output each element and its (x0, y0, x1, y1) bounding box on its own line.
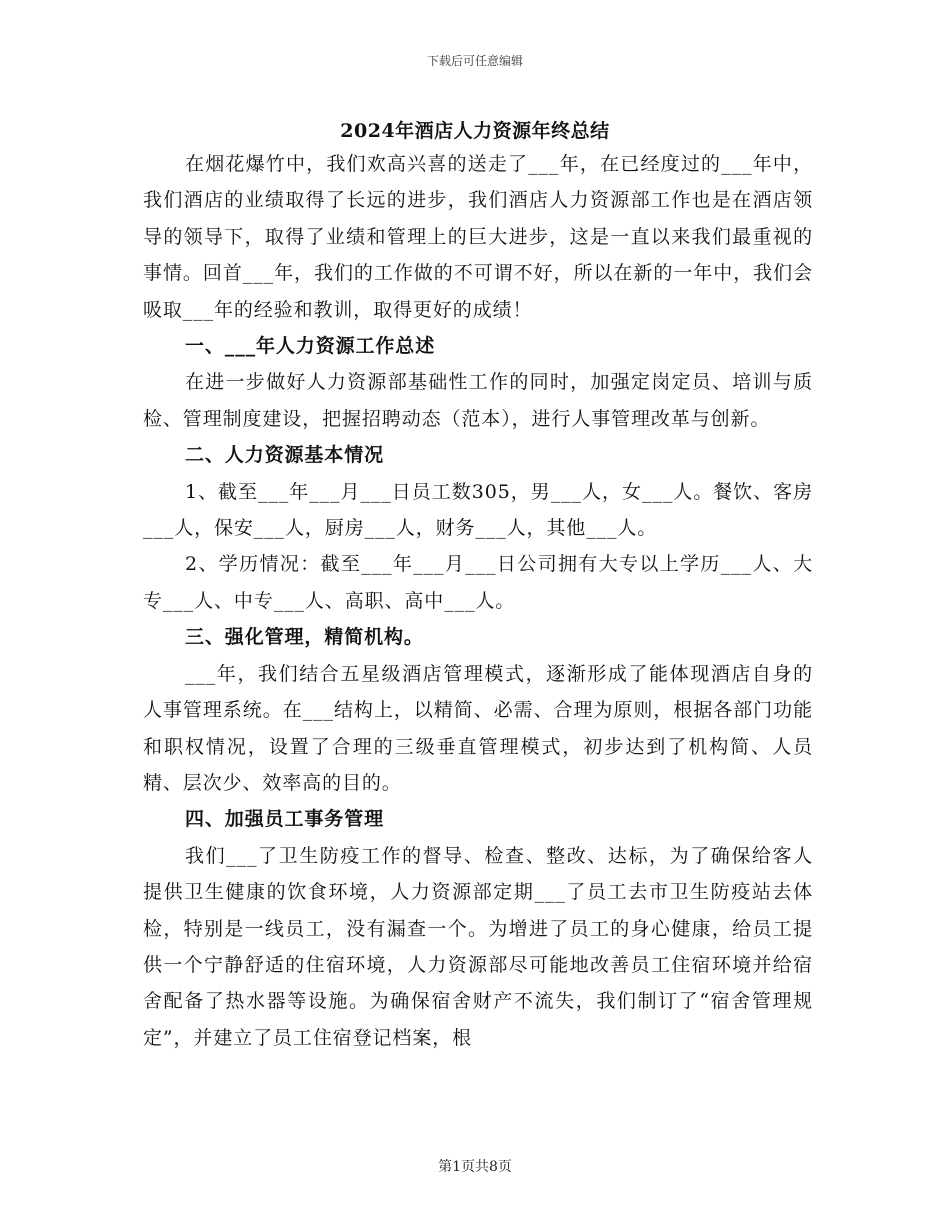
body-paragraph: 我们___了卫生防疫工作的督导、检查、整改、达标，为了确保给客人提供卫生健康的饮食环境，人力资源部定期___了员工去市卫生防疫站去体检，特别是一线员工，没有漏查一个。为增进了员工的身心健康，给员工提供一个宁静舒适的住宿环境，人力资源部尽可能地改善员工住宿环境并给宿舍配备了热水器等设施。为确保宿舍财产不流失，我们制订了“宿舍管理规定”，并建立了员工住宿登记档案，根 (143, 844, 813, 1049)
body-paragraph: 在烟花爆竹中，我们欢高兴喜的送走了___年，在已经度过的___年中，我们酒店的业绩取得了长远的进步，我们酒店人力资源部工作也是在酒店领导的领导下，取得了业绩和管理上的巨大进步，这是一直以来我们最重视的事情。回首___年，我们的工作做的不可谓不好，所以在新的一年中，我们会吸取___年的经验和教训，取得更好的成绩！ (143, 153, 813, 321)
section-heading: 二、人力资源基本情况 (185, 444, 385, 467)
body-paragraph: 在进一步做好人力资源部基础性工作的同时，加强定岗定员、培训与质检、管理制度建设，把握招聘动态（范本），进行人事管理改革与创新。 (143, 371, 813, 430)
page-header: 下载后可任意编辑 (426, 54, 523, 68)
document-title: 2024年酒店人力资源年终总结 (340, 120, 610, 142)
section-heading: 四、加强员工事务管理 (185, 808, 385, 831)
section-heading: 一、___年人力资源工作总述 (185, 335, 436, 358)
body-paragraph: ___年，我们结合五星级酒店管理模式，逐渐形成了能体现酒店自身的人事管理系统。在___结构上，以精简、必需、合理为原则，根据各部门功能和职权情况，设置了合理的三级垂直管理模式，初步达到了机构简、人员精、层次少、效率高的目的。 (143, 662, 813, 794)
body-paragraph: 2、学历情况：截至___年___月___日公司拥有大专以上学历___人、大专___人、中专___人、高职、高中___人。 (143, 553, 813, 612)
page-footer: 第1页共8页 (438, 1159, 512, 1175)
document-body (143, 146, 813, 1056)
body-paragraph: 1、截至___年___月___日员工数305，男___人，女___人。餐饮、客房___人，保安___人，厨房___人，财务___人，其他___人。 (143, 480, 813, 540)
section-heading: 三、强化管理，精简机构。 (185, 626, 424, 649)
